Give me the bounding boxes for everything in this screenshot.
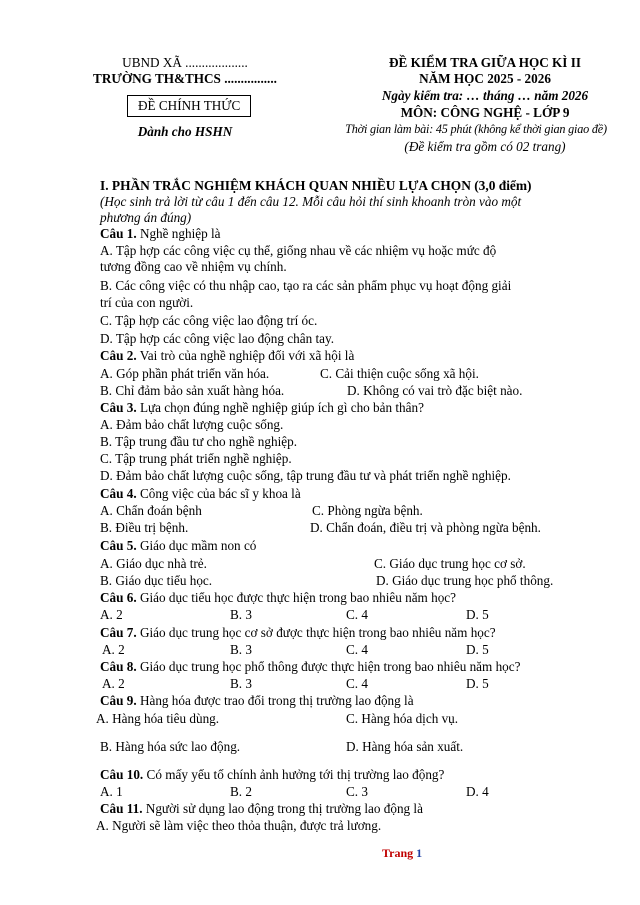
question-text: Người sử dụng lao động trong thị trường lao động là xyxy=(142,801,423,816)
question-label: Câu 5. xyxy=(100,538,137,553)
section-title: I. PHẦN TRẮC NGHIỆM KHÁCH QUAN NHIỀU LỰA CHỌN (3,0 điểm) xyxy=(100,178,532,193)
q4-option-a: A. Chẩn đoán bệnh xyxy=(100,503,202,518)
question-label: Câu 1. xyxy=(100,226,137,241)
question-text: Lựa chọn đúng nghề nghiệp giúp ích gì cho bản thân? xyxy=(136,400,424,415)
q4-option-b: B. Điều trị bệnh. xyxy=(100,520,189,535)
q3-option-c: C. Tập trung phát triển nghề nghiệp. xyxy=(100,451,292,466)
q9-option-a: A. Hàng hóa tiêu dùng. xyxy=(96,711,220,726)
q1-option-b-line2: trí của con người. xyxy=(100,295,194,310)
question-2 xyxy=(100,348,354,364)
exam-title: ĐỀ KIỂM TRA GIỮA HỌC KÌ II xyxy=(389,55,581,70)
question-9 xyxy=(100,693,414,709)
audience-label: Dành cho HSHN xyxy=(137,124,233,139)
question-label: Câu 10. xyxy=(100,767,144,782)
q1-option-c: C. Tập hợp các công việc lao động trí óc. xyxy=(100,313,318,328)
q3-option-d: D. Đảm bảo chất lượng cuộc sống, tập trung đầu tư và phát triển nghề nghiệp. xyxy=(100,468,511,483)
question-text: Công việc của bác sĩ y khoa là xyxy=(136,486,301,501)
q11-option-a: A. Người sẽ làm việc theo thỏa thuận, được trả lương. xyxy=(96,818,382,833)
exam-date: Ngày kiểm tra: … tháng … năm 2026 xyxy=(381,88,589,103)
q10-option-b: B. 2 xyxy=(230,784,252,799)
q1-option-a-line1: A. Tập hợp các công việc cụ thể, giống nhau về các nhiệm vụ hoặc mức độ xyxy=(100,243,497,258)
q10-option-d: D. 4 xyxy=(466,784,489,799)
q2-option-c: C. Cải thiện cuộc sống xã hội. xyxy=(320,366,479,381)
q9-option-d: D. Hàng hóa sản xuất. xyxy=(346,739,464,754)
question-text: Giáo dục trung học phổ thông được thực hiện trong bao nhiêu năm học? xyxy=(136,659,521,674)
q8-option-b: B. 3 xyxy=(230,676,252,691)
page-number: 1 xyxy=(416,846,423,860)
q5-option-c: C. Giáo dục trung học cơ sở. xyxy=(374,556,526,571)
question-text: Hàng hóa được trao đổi trong thị trường lao động là xyxy=(136,693,414,708)
question-8 xyxy=(100,659,520,675)
question-6 xyxy=(100,590,456,606)
official-badge: ĐỀ CHÍNH THỨC xyxy=(127,95,251,117)
page-label: Trang xyxy=(382,846,414,860)
q8-option-c: C. 4 xyxy=(346,676,368,691)
q9-option-b: B. Hàng hóa sức lao động. xyxy=(100,739,241,754)
q10-option-a: A. 1 xyxy=(100,784,123,799)
subject-line: MÔN: CÔNG NGHỆ - LỚP 9 xyxy=(400,105,570,120)
question-label: Câu 4. xyxy=(100,486,137,501)
question-text: Vai trò của nghề nghiệp đối với xã hội là xyxy=(136,348,355,363)
q7-option-c: C. 4 xyxy=(346,642,368,657)
question-label: Câu 7. xyxy=(100,625,137,640)
question-text: Có mấy yếu tố chính ảnh hưởng tới thị trường lao động? xyxy=(143,767,445,782)
question-text: Nghề nghiệp là xyxy=(136,226,221,241)
question-3 xyxy=(100,400,424,416)
question-label: Câu 9. xyxy=(100,693,137,708)
question-text: Giáo dục trung học cơ sở được thực hiện trong bao nhiêu năm học? xyxy=(136,625,496,640)
ubnd-line: UBND XÃ ................... xyxy=(122,55,248,70)
school-name: TRƯỜNG TH&THCS ................ xyxy=(93,71,277,86)
q6-option-c: C. 4 xyxy=(346,607,368,622)
q8-option-d: D. 5 xyxy=(466,676,489,691)
q7-option-d: D. 5 xyxy=(466,642,489,657)
section-instruction-2: phương án đúng) xyxy=(100,210,192,225)
q1-option-d: D. Tập hợp các công việc lao động chân tay. xyxy=(100,331,335,346)
q6-option-b: B. 3 xyxy=(230,607,252,622)
q8-option-a: A. 2 xyxy=(102,676,125,691)
q2-option-d: D. Không có vai trò đặc biệt nào. xyxy=(347,383,523,398)
question-text: Giáo dục mầm non có xyxy=(136,538,257,553)
q4-option-d: D. Chẩn đoán, điều trị và phòng ngừa bệnh. xyxy=(310,520,541,535)
q5-option-a: A. Giáo dục nhà trẻ. xyxy=(100,556,207,571)
section-instruction-1: (Học sinh trả lời từ câu 1 đến câu 12. Mỗi câu hỏi thí sinh khoanh tròn vào một xyxy=(100,194,522,209)
q6-option-a: A. 2 xyxy=(100,607,123,622)
question-label: Câu 11. xyxy=(100,801,143,816)
question-label: Câu 6. xyxy=(100,590,137,605)
q1-option-a-line2: tương đồng cao về nhiệm vụ chính. xyxy=(100,259,287,274)
question-1 xyxy=(100,226,221,242)
q5-option-b: B. Giáo dục tiểu học. xyxy=(100,573,213,588)
q2-option-b: B. Chỉ đảm bảo sản xuất hàng hóa. xyxy=(100,383,285,398)
q7-option-a: A. 2 xyxy=(102,642,125,657)
page-count-note: (Đề kiểm tra gồm có 02 trang) xyxy=(404,139,566,154)
question-label: Câu 2. xyxy=(100,348,137,363)
q4-option-c: C. Phòng ngừa bệnh. xyxy=(312,503,423,518)
time-limit: Thời gian làm bài: 45 phút (không kể thời gian giao đề) xyxy=(345,122,607,136)
question-10 xyxy=(100,767,444,783)
question-7 xyxy=(100,625,496,641)
q9-option-c: C. Hàng hóa dịch vụ. xyxy=(346,711,459,726)
school-year: NĂM HỌC 2025 - 2026 xyxy=(419,71,551,86)
q2-option-a: A. Góp phần phát triển văn hóa. xyxy=(100,366,270,381)
question-label: Câu 3. xyxy=(100,400,137,415)
question-4 xyxy=(100,486,301,502)
question-5 xyxy=(100,538,256,554)
q3-option-b: B. Tập trung đầu tư cho nghề nghiệp. xyxy=(100,434,297,449)
question-text: Giáo dục tiểu học được thực hiện trong bao nhiêu năm học? xyxy=(136,590,456,605)
question-label: Câu 8. xyxy=(100,659,137,674)
q7-option-b: B. 3 xyxy=(230,642,252,657)
q6-option-d: D. 5 xyxy=(466,607,489,622)
q1-option-b-line1: B. Các công việc có thu nhập cao, tạo ra các sản phẩm phục vụ hoạt động giải xyxy=(100,278,512,293)
question-11 xyxy=(100,801,423,817)
page-footer xyxy=(382,846,422,861)
q5-option-d: D. Giáo dục trung học phổ thông. xyxy=(376,573,554,588)
q10-option-c: C. 3 xyxy=(346,784,368,799)
q3-option-a: A. Đảm bảo chất lượng cuộc sống. xyxy=(100,417,284,432)
